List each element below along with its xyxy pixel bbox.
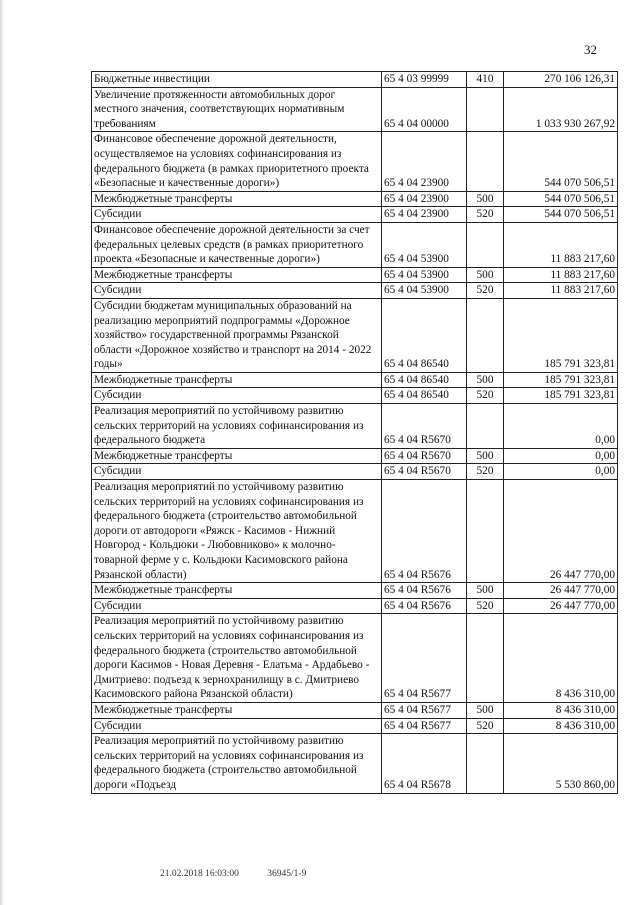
table-row: [92, 191, 618, 207]
row-name-cell: Финансовое обеспечение дорожной деятельности за счет федеральных целевых средств (в рамках приоритетного проекта «Безопасные и качественные дороги»): [92, 222, 382, 267]
row-sum-cell: 26 447 770,00: [504, 480, 618, 583]
row-type-cell: [467, 222, 504, 267]
table-row: [92, 734, 618, 793]
page-number: 32: [584, 42, 597, 57]
row-code-cell: 65 4 04 53900: [382, 267, 467, 283]
row-sum-cell: 185 791 323,81: [504, 388, 618, 404]
row-name-cell: Субсидии: [92, 388, 382, 404]
row-name-cell: Межбюджетные трансферты: [92, 191, 382, 207]
row-code-cell: 65 4 04 23900: [382, 191, 467, 207]
row-name-cell: Реализация мероприятий по устойчивому развитию сельских территорий на условиях софинансирования из федерального бюджета (строительство автомобильной дороги от автодороги «Ряжск - Касимов - Нижний Новгород - Кольдюки - Любовниково» к молочно-товарной ферме у с. Кольдюки Касимовского района Рязанской области): [92, 480, 382, 583]
row-type-cell: 520: [467, 464, 504, 480]
row-sum-cell: 8 436 310,00: [504, 702, 618, 718]
row-name-cell: Реализация мероприятий по устойчивому развитию сельских территорий на условиях софинансирования из федерального бюджета (строительство автомобильной дороги Касимов - Новая Деревня - Елатьма - Ардабьево - Дмитриево: подъезд к зернохранилищу в с. Дмитриево Касимовского района Рязанской области): [92, 614, 382, 703]
table-row: [92, 87, 618, 132]
row-name-cell: Субсидии: [92, 718, 382, 734]
row-name-cell: Реализация мероприятий по устойчивому развитию сельских территорий на условиях софинансирования из федерального бюджета: [92, 404, 382, 449]
row-type-cell: [467, 132, 504, 191]
row-code-cell: 65 4 04 R5677: [382, 614, 467, 703]
table-row: [92, 718, 618, 734]
row-code-cell: 65 4 04 00000: [382, 87, 467, 132]
row-name-cell: Субсидии: [92, 598, 382, 614]
row-code-cell: 65 4 04 53900: [382, 222, 467, 267]
row-name-cell: Субсидии: [92, 207, 382, 223]
row-sum-cell: 544 070 506,51: [504, 132, 618, 191]
row-name-cell: Межбюджетные трансферты: [92, 448, 382, 464]
table-row: [92, 464, 618, 480]
table-row: [92, 372, 618, 388]
row-code-cell: 65 4 04 R5678: [382, 734, 467, 793]
row-code-cell: 65 4 04 R5676: [382, 480, 467, 583]
row-sum-cell: 11 883 217,60: [504, 222, 618, 267]
row-type-cell: 500: [467, 191, 504, 207]
row-sum-cell: 544 070 506,51: [504, 191, 618, 207]
table-row: [92, 598, 618, 614]
row-type-cell: [467, 480, 504, 583]
row-name-cell: Межбюджетные трансферты: [92, 267, 382, 283]
table-row: [92, 283, 618, 299]
row-code-cell: 65 4 04 R5676: [382, 598, 467, 614]
row-sum-cell: 0,00: [504, 448, 618, 464]
table-row: [92, 702, 618, 718]
row-code-cell: 65 4 04 R5670: [382, 448, 467, 464]
row-code-cell: 65 4 04 86540: [382, 298, 467, 372]
row-type-cell: 500: [467, 372, 504, 388]
row-code-cell: 65 4 04 86540: [382, 372, 467, 388]
row-sum-cell: 270 106 126,31: [504, 72, 618, 88]
row-code-cell: 65 4 04 R5670: [382, 404, 467, 449]
row-sum-cell: 544 070 506,51: [504, 207, 618, 223]
table-row: [92, 72, 618, 88]
row-type-cell: [467, 614, 504, 703]
footer-doc-id: 36945/1-9: [267, 869, 307, 879]
budget-table-body: [92, 72, 618, 794]
row-code-cell: 65 4 04 R5676: [382, 583, 467, 599]
table-row: [92, 404, 618, 449]
table-row: [92, 207, 618, 223]
row-code-cell: 65 4 04 86540: [382, 388, 467, 404]
row-type-cell: [467, 734, 504, 793]
row-type-cell: [467, 87, 504, 132]
row-sum-cell: 11 883 217,60: [504, 267, 618, 283]
row-type-cell: 410: [467, 72, 504, 88]
budget-table: [91, 71, 618, 794]
table-row: [92, 222, 618, 267]
row-name-cell: Субсидии: [92, 464, 382, 480]
row-sum-cell: 185 791 323,81: [504, 372, 618, 388]
table-row: [92, 448, 618, 464]
row-sum-cell: 0,00: [504, 464, 618, 480]
row-sum-cell: 26 447 770,00: [504, 598, 618, 614]
row-type-cell: [467, 298, 504, 372]
row-sum-cell: 11 883 217,60: [504, 283, 618, 299]
footer-timestamp: 21.02.2018 16:03:00: [160, 869, 239, 879]
row-code-cell: 65 4 04 R5670: [382, 464, 467, 480]
table-row: [92, 583, 618, 599]
table-row: [92, 132, 618, 191]
row-code-cell: 65 4 03 99999: [382, 72, 467, 88]
row-type-cell: 500: [467, 583, 504, 599]
row-type-cell: 520: [467, 598, 504, 614]
row-type-cell: 500: [467, 702, 504, 718]
row-name-cell: Увеличение протяженности автомобильных дорог местного значения, соответствующих нормативным требованиям: [92, 87, 382, 132]
row-code-cell: 65 4 04 23900: [382, 207, 467, 223]
row-sum-cell: 0,00: [504, 404, 618, 449]
table-row: [92, 267, 618, 283]
scan-edge-shadow: [0, 0, 4, 905]
row-sum-cell: 8 436 310,00: [504, 614, 618, 703]
row-name-cell: Субсидии бюджетам муниципальных образований на реализацию мероприятий подпрограммы «Дорожное хозяйство» государственной программы Рязанской области «Дорожное хозяйство и транспорт на 2014 - 2022 годы»: [92, 298, 382, 372]
row-name-cell: Финансовое обеспечение дорожной деятельности, осуществляемое на условиях софинансирования из федерального бюджета (в рамках приоритетного проекта «Безопасные и качественные дороги»): [92, 132, 382, 191]
row-name-cell: Межбюджетные трансферты: [92, 583, 382, 599]
table-row: [92, 388, 618, 404]
row-type-cell: 520: [467, 388, 504, 404]
row-name-cell: Межбюджетные трансферты: [92, 702, 382, 718]
row-name-cell: Межбюджетные трансферты: [92, 372, 382, 388]
row-type-cell: 520: [467, 718, 504, 734]
row-sum-cell: 185 791 323,81: [504, 298, 618, 372]
row-name-cell: Субсидии: [92, 283, 382, 299]
row-code-cell: 65 4 04 R5677: [382, 718, 467, 734]
row-type-cell: [467, 404, 504, 449]
table-row: [92, 614, 618, 703]
footer: [160, 869, 332, 879]
row-name-cell: Бюджетные инвестиции: [92, 72, 382, 88]
row-type-cell: 520: [467, 207, 504, 223]
row-code-cell: 65 4 04 R5677: [382, 702, 467, 718]
row-type-cell: 500: [467, 267, 504, 283]
row-sum-cell: 5 530 860,00: [504, 734, 618, 793]
row-code-cell: 65 4 04 23900: [382, 132, 467, 191]
table-row: [92, 480, 618, 583]
row-sum-cell: 8 436 310,00: [504, 718, 618, 734]
row-sum-cell: 1 033 930 267,92: [504, 87, 618, 132]
row-type-cell: 520: [467, 283, 504, 299]
table-row: [92, 298, 618, 372]
row-type-cell: 500: [467, 448, 504, 464]
row-sum-cell: 26 447 770,00: [504, 583, 618, 599]
row-name-cell: Реализация мероприятий по устойчивому развитию сельских территорий на условиях софинансирования из федерального бюджета (строительство автомобильной дороги «Подъезд: [92, 734, 382, 793]
row-code-cell: 65 4 04 53900: [382, 283, 467, 299]
